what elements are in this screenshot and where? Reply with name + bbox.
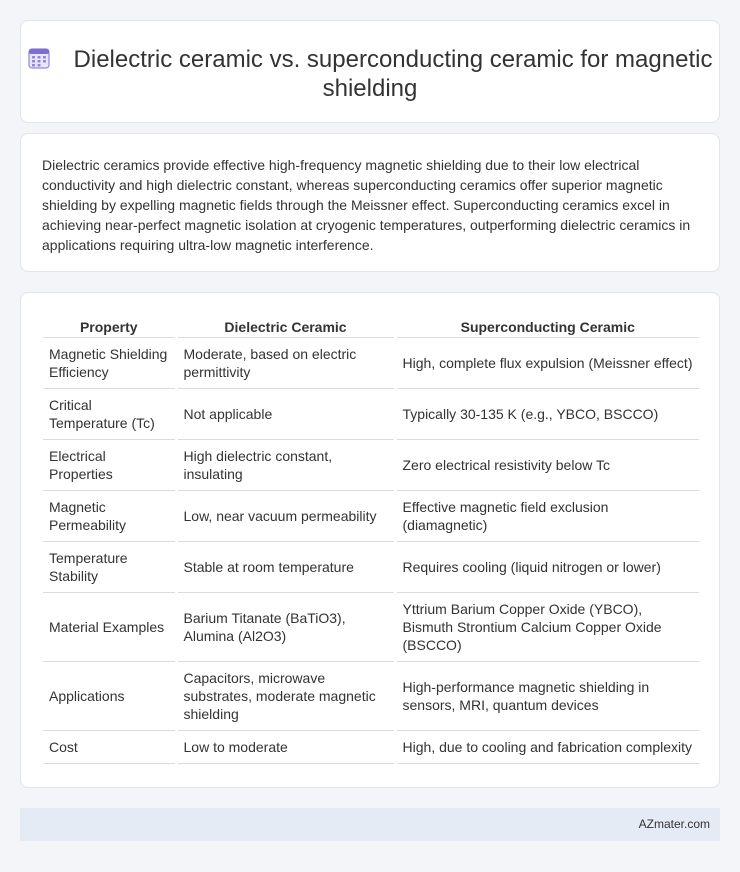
cell-property: Critical Temperature (Tc) (43, 388, 176, 439)
title-card (20, 20, 720, 123)
cell-property: Temperature Stability (43, 541, 176, 592)
table-row (43, 730, 699, 763)
footer-site: AZmater.com (638, 817, 710, 831)
table-row (43, 388, 699, 439)
footer-bar (20, 808, 720, 841)
cell-superconducting: Zero electrical resistivity below Tc (395, 439, 699, 490)
cell-property: Electrical Properties (43, 439, 176, 490)
comparison-card (20, 292, 720, 788)
cell-superconducting: Yttrium Barium Copper Oxide (YBCO), Bismuth Strontium Calcium Copper Oxide (BSCCO) (395, 592, 699, 661)
cell-superconducting: High-performance magnetic shielding in sensors, MRI, quantum devices (395, 661, 699, 730)
cell-superconducting: Typically 30-135 K (e.g., YBCO, BSCCO) (395, 388, 699, 439)
cell-dielectric: Stable at room temperature (176, 541, 395, 592)
cell-superconducting: High, complete flux expulsion (Meissner effect) (395, 337, 699, 388)
cell-property: Magnetic Shielding Efficiency (43, 337, 176, 388)
cell-property: Cost (43, 730, 176, 763)
table-row (43, 661, 699, 730)
cell-property: Material Examples (43, 592, 176, 661)
cell-property: Magnetic Permeability (43, 490, 176, 541)
cell-dielectric: Moderate, based on electric permittivity (176, 337, 395, 388)
cell-dielectric: Barium Titanate (BaTiO3), Alumina (Al2O3) (176, 592, 395, 661)
cell-dielectric: High dielectric constant, insulating (176, 439, 395, 490)
cell-dielectric: Low to moderate (176, 730, 395, 763)
cell-dielectric: Not applicable (176, 388, 395, 439)
cell-superconducting: Requires cooling (liquid nitrogen or lower) (395, 541, 699, 592)
summary-card (20, 133, 720, 272)
cell-superconducting: Effective magnetic field exclusion (diamagnetic) (395, 490, 699, 541)
page-title-wrap (21, 45, 719, 103)
table-row (43, 541, 699, 592)
page-title: Dielectric ceramic vs. superconducting ceramic for magnetic shielding (73, 46, 713, 102)
table-row (43, 337, 699, 388)
cell-superconducting: High, due to cooling and fabrication complexity (395, 730, 699, 763)
cell-property: Applications (43, 661, 176, 730)
header-property: Property (43, 317, 176, 337)
summary-text: Dielectric ceramics provide effective high-frequency magnetic shielding due to their low electrical conductivity and high dielectric constant, whereas superconducting ceramics offer superior magnetic shielding by expelling magnetic fields through the Meissner effect. Superconducting ceramics excel in achieving near-perfect magnetic isolation at cryogenic temperatures, outperforming dielectric ceramics in applications requiring ultra-low magnetic interference. (42, 157, 691, 253)
table-row (43, 592, 699, 661)
calendar-icon (28, 47, 50, 69)
cell-dielectric: Capacitors, microwave substrates, moderate magnetic shielding (176, 661, 395, 730)
header-superconducting: Superconducting Ceramic (395, 317, 699, 337)
comparison-table (43, 317, 699, 764)
cell-dielectric: Low, near vacuum permeability (176, 490, 395, 541)
table-row (43, 490, 699, 541)
table-header-row (43, 317, 699, 337)
header-dielectric: Dielectric Ceramic (176, 317, 395, 337)
table-row (43, 439, 699, 490)
